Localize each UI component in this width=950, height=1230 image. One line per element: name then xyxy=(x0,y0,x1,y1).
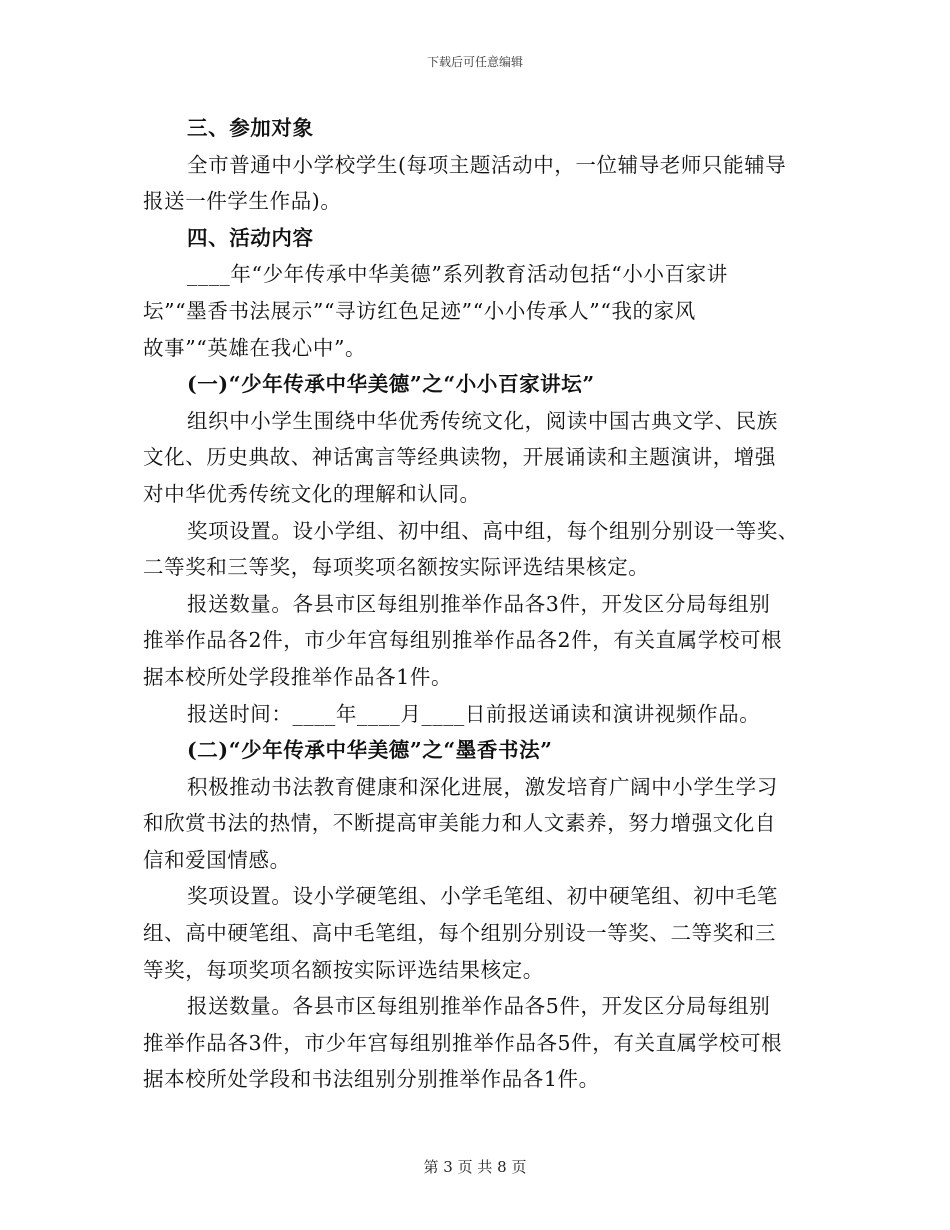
text-line: 推举作品各3件，市少年宫每组别推举作品各5件，有关直属学校可根 xyxy=(143,1030,783,1055)
text-line: 二等奖和三等奖，每项奖项名额按实际评选结果核定。 xyxy=(143,555,650,580)
text-line: 坛”“墨香书法展示”“寻访红色足迹”“小小传承人”“我的家风 xyxy=(143,298,696,323)
text-line: 信和爱国情感。 xyxy=(143,847,291,872)
text-line: 报送数量。各县市区每组别推举作品各5件，开发区分局每组别 xyxy=(187,994,771,1019)
text-line: 奖项设置。设小学组、初中组、高中组，每个组别分别设一等奖、 xyxy=(187,518,799,543)
text-line: 据本校所处学段推举作品各1件。 xyxy=(143,664,453,689)
text-line: 奖项设置。设小学硬笔组、小学毛笔组、初中硬笔组、初中毛笔 xyxy=(187,884,778,909)
text-line: ____年“少年传承中华美德”系列教育活动包括“小小百家讲 xyxy=(187,262,728,287)
text-line: 报送数量。各县市区每组别推举作品各3件，开发区分局每组别 xyxy=(187,591,771,616)
text-line: 报送时间：____年____月____日前报送诵读和演讲视频作品。 xyxy=(187,701,761,726)
section-heading: 四、活动内容 xyxy=(187,225,314,250)
text-line: 对中华优秀传统文化的理解和认同。 xyxy=(143,481,481,506)
text-line: 据本校所处学段和书法组别分别推举作品各1件。 xyxy=(143,1067,600,1092)
text-line: 和欣赏书法的热情，不断提高审美能力和人文素养，努力增强文化自 xyxy=(143,811,776,836)
text-line: 组、高中硬笔组、高中毛笔组，每个组别分别设一等奖、二等奖和三 xyxy=(143,921,776,946)
section-heading: (一)“少年传承中华美德”之“小小百家讲坛” xyxy=(187,372,595,397)
page-number: 第 3 页 共 8 页 xyxy=(423,1158,527,1176)
section-heading: (二)“少年传承中华美德”之“墨香书法” xyxy=(187,738,553,763)
text-line: 报送一件学生作品)。 xyxy=(143,189,342,214)
text-line: 全市普通中小学校学生(每项主题活动中，一位辅导老师只能辅导 xyxy=(187,152,787,177)
text-line: 文化、历史典故、神话寓言等经典读物，开展诵读和主题演讲，增强 xyxy=(143,445,776,470)
document-body xyxy=(143,110,813,1098)
text-line: 组织中小学生围绕中华优秀传统文化，阅读中国古典文学、民族 xyxy=(187,408,778,433)
text-line: 故事”“英雄在我心中”。 xyxy=(143,335,367,360)
section-heading: 三、参加对象 xyxy=(187,116,314,140)
text-line: 等奖，每项奖项名额按实际评选结果核定。 xyxy=(143,957,544,982)
page-header: 下载后可任意编辑 xyxy=(426,55,523,69)
text-line: 推举作品各2件，市少年宫每组别推举作品各2件，有关直属学校可根 xyxy=(143,628,783,653)
text-line: 积极推动书法教育健康和深化进展，激发培育广阔中小学生学习 xyxy=(187,774,778,799)
